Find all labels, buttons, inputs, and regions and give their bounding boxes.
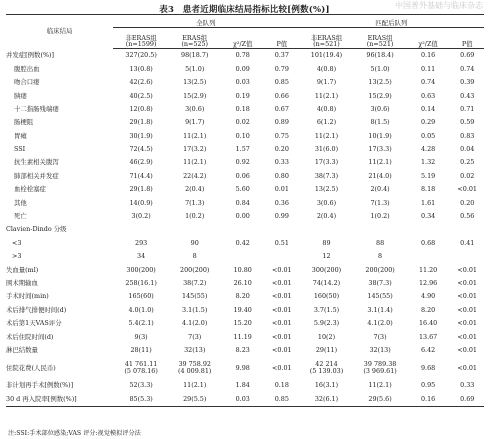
table-cell: 8(1.5) bbox=[370, 118, 390, 127]
table-cell: 46(2.9) bbox=[129, 158, 153, 167]
table-cell bbox=[169, 223, 220, 236]
table-cell bbox=[265, 223, 299, 236]
table-cell: 5(1.0) bbox=[370, 64, 390, 73]
table-cell: <0.01 bbox=[272, 319, 292, 328]
row-label: 抗生素相关腹泻 bbox=[14, 158, 59, 167]
table-cell: 14(0.9) bbox=[129, 198, 153, 207]
cell-line-1: 39 758.92 bbox=[178, 360, 211, 369]
table-cell bbox=[265, 357, 299, 379]
table-cell: 8.23 bbox=[235, 345, 250, 354]
table-cell: 85(5.3) bbox=[113, 392, 169, 406]
table-cell: 12.96 bbox=[418, 278, 438, 287]
table-cell: 21(4.0) bbox=[368, 171, 392, 180]
row-label: 淋巴结数量 bbox=[6, 345, 38, 354]
table-cell: 0.68 bbox=[420, 238, 436, 247]
table-row bbox=[6, 183, 484, 196]
table-cell: 4.90 bbox=[420, 292, 436, 301]
table-cell: 29(5.5) bbox=[169, 392, 220, 406]
table-cell: 0.09 bbox=[235, 64, 250, 73]
table-cell: 0.41 bbox=[460, 238, 475, 247]
table-row bbox=[6, 210, 484, 223]
table-row bbox=[6, 392, 484, 406]
table-row bbox=[6, 62, 484, 75]
table-row bbox=[6, 196, 484, 209]
table-cell: 13(0.8) bbox=[129, 64, 153, 73]
col-eras-matched: ERAS组 (n=521) bbox=[354, 28, 405, 49]
table-cell: 0.74 bbox=[420, 78, 436, 87]
table-row bbox=[6, 379, 484, 392]
table-cell: 15.20 bbox=[233, 319, 252, 328]
table-row bbox=[6, 250, 484, 263]
table-cell bbox=[406, 357, 451, 379]
table-cell: 11(2.1) bbox=[314, 91, 339, 100]
table-cell: 300(200) bbox=[311, 265, 342, 274]
table-cell: <0.01 bbox=[457, 332, 477, 341]
row-label: 手术时间(min) bbox=[6, 292, 49, 301]
table-cell bbox=[113, 357, 169, 379]
table-cell: 98(18.7) bbox=[181, 51, 209, 60]
table-row bbox=[6, 103, 484, 116]
table-cell: 160(50) bbox=[313, 292, 340, 301]
table-cell: 13(2.5) bbox=[314, 185, 339, 194]
table-cell: 0.85 bbox=[265, 392, 299, 406]
table-cell: 2(0.4) bbox=[316, 212, 337, 221]
table-cell: 1(0.2) bbox=[370, 212, 390, 221]
row-label: 胰瘘 bbox=[14, 91, 27, 100]
col-non-eras-full: 非ERAS组 (n=1599) bbox=[113, 28, 169, 49]
table-cell: <0.01 bbox=[457, 265, 477, 274]
table-cell: 200(200) bbox=[180, 265, 210, 274]
table-cell: 0.85 bbox=[274, 78, 289, 87]
table-cell: 0.16 bbox=[406, 392, 451, 406]
table-row bbox=[6, 344, 484, 357]
table-cell: 0.18 bbox=[274, 381, 289, 390]
table-cell: 29(11) bbox=[315, 345, 338, 354]
cell-line-1: 9.68 bbox=[420, 363, 436, 372]
table-cell: 22(4.2) bbox=[183, 171, 207, 180]
table-cell: 4(0.8) bbox=[316, 64, 337, 73]
table-cell: 34 bbox=[137, 252, 146, 261]
table-cell: 0.51 bbox=[274, 238, 289, 247]
table-cell: 1.57 bbox=[235, 145, 250, 154]
table-cell: 96(18.4) bbox=[366, 51, 394, 60]
cell-line-1: <0.01 bbox=[457, 363, 477, 372]
table-cell: 13(2.5) bbox=[183, 78, 207, 87]
cell-line-1: 41 761.11 bbox=[124, 360, 158, 369]
table-cell: 8.20 bbox=[235, 292, 250, 301]
table-cell: 74(14.2) bbox=[312, 278, 341, 287]
cell-line-2: (5 078.16) bbox=[124, 366, 158, 375]
row-label: 肺部相关并发症 bbox=[14, 171, 59, 180]
table-row bbox=[6, 317, 484, 330]
table-cell: 3(0.2) bbox=[131, 212, 151, 221]
table-cell: 38(7.3) bbox=[314, 171, 339, 180]
table-cell: 0.10 bbox=[235, 131, 250, 140]
table-cell: 0.02 bbox=[460, 171, 475, 180]
table-cell: 11(2.1) bbox=[368, 381, 392, 390]
table-cell: 5.19 bbox=[420, 171, 436, 180]
table-cell: 15(2.9) bbox=[183, 91, 207, 100]
table-cell: 17(3.2) bbox=[183, 145, 207, 154]
table-cell bbox=[406, 250, 451, 263]
table-cell: 8.18 bbox=[420, 185, 436, 194]
cell-line-2: (3 969.61) bbox=[363, 366, 397, 375]
table-cell: 0.20 bbox=[274, 145, 289, 154]
table-cell bbox=[113, 223, 169, 236]
table-cell: 0.84 bbox=[235, 198, 250, 207]
row-label: 围术期输血 bbox=[6, 278, 38, 287]
table-cell: <0.01 bbox=[457, 345, 477, 354]
row-label: 十二指肠残端瘘 bbox=[14, 104, 59, 113]
table-row bbox=[6, 303, 484, 316]
table-cell: 12(0.8) bbox=[129, 104, 153, 113]
table-cell: 52(3.3) bbox=[129, 381, 153, 390]
table-cell: 11.19 bbox=[233, 332, 252, 341]
table-cell: 0.02 bbox=[235, 118, 250, 127]
table-cell: 0.79 bbox=[274, 64, 289, 73]
row-label: 吻合口瘘 bbox=[14, 78, 40, 87]
table-cell: 4.0(1.0) bbox=[128, 305, 154, 314]
table-cell: 1.32 bbox=[420, 158, 436, 167]
table-cell: <0.01 bbox=[457, 185, 477, 194]
table-row bbox=[6, 170, 484, 183]
table-cell: 101(19.4) bbox=[310, 51, 343, 60]
table-cell: 0.71 bbox=[460, 104, 475, 113]
table-cell: 11(2.1) bbox=[314, 131, 339, 140]
row-label: 腹腔出血 bbox=[14, 64, 40, 73]
table-cell: 1.84 bbox=[235, 381, 250, 390]
table-row bbox=[6, 290, 484, 303]
table-cell: 3.1(1.5) bbox=[182, 305, 208, 314]
table-cell: 16.40 bbox=[418, 319, 438, 328]
table-cell bbox=[220, 223, 265, 236]
table-footnote: 注:SSI:手术部位感染;VAS 评分:视觉模拟评分法 bbox=[8, 430, 141, 437]
table-cell: 0.01 bbox=[274, 185, 289, 194]
table-cell: 10(2) bbox=[317, 332, 336, 341]
table-cell: 9(1.7) bbox=[185, 118, 205, 127]
table-cell bbox=[406, 223, 451, 236]
table-cell: 3(0.6) bbox=[370, 104, 390, 113]
table-row bbox=[6, 116, 484, 129]
table-cell: 0.25 bbox=[460, 158, 475, 167]
row-label: SSI bbox=[14, 145, 26, 154]
table-cell: 4(0.8) bbox=[316, 104, 337, 113]
table-cell: 293 bbox=[135, 238, 148, 247]
table-cell bbox=[299, 357, 355, 379]
table-cell: 0.39 bbox=[460, 78, 475, 87]
col-p-full: P值 bbox=[265, 28, 299, 49]
row-label: 胃瘫 bbox=[14, 131, 27, 140]
cell-line-1: <0.01 bbox=[272, 363, 292, 372]
row-label: >3 bbox=[12, 252, 22, 261]
table-cell: 11.20 bbox=[418, 265, 438, 274]
table-cell: 4.28 bbox=[420, 145, 436, 154]
table-cell: 3(0.6) bbox=[185, 104, 205, 113]
table-cell: <0.01 bbox=[272, 265, 292, 274]
table-cell: 7(3) bbox=[188, 332, 202, 341]
table-cell: <0.01 bbox=[272, 292, 292, 301]
table-row bbox=[6, 76, 484, 89]
table-cell: 0.37 bbox=[274, 51, 289, 60]
row-label: 30 d 再入院率[例数(%)] bbox=[6, 392, 113, 406]
table-cell: 0.33 bbox=[274, 158, 289, 167]
table-cell: 3.1(1.4) bbox=[367, 305, 393, 314]
table-cell: 0.20 bbox=[460, 198, 475, 207]
table-cell: 16(3.1) bbox=[314, 381, 339, 390]
table-cell: 165(60) bbox=[128, 292, 154, 301]
table-cell: 327(20.5) bbox=[125, 51, 157, 60]
table-cell: 0.14 bbox=[420, 104, 436, 113]
table-cell: 300(200) bbox=[126, 265, 156, 274]
row-label: <3 bbox=[12, 238, 22, 247]
table-cell: 6.42 bbox=[420, 345, 436, 354]
table-cell: 89 bbox=[322, 238, 331, 247]
table-cell: 5.4(2.1) bbox=[128, 319, 154, 328]
table-cell: 0.78 bbox=[235, 51, 250, 60]
table-cell: 17(3.3) bbox=[314, 158, 339, 167]
table-cell: 40(2.5) bbox=[129, 91, 153, 100]
table-cell: 0.18 bbox=[235, 104, 250, 113]
table-cell: 2(0.4) bbox=[370, 185, 390, 194]
table-cell: 71(4.4) bbox=[129, 171, 153, 180]
table-cell: 12 bbox=[322, 252, 331, 261]
table-cell: 11(2.1) bbox=[183, 131, 207, 140]
table-cell: 0.67 bbox=[274, 104, 289, 113]
table-cell bbox=[450, 250, 484, 263]
row-label: 术后住院时间(d) bbox=[6, 332, 54, 341]
table-cell: 5.60 bbox=[235, 185, 250, 194]
table-cell: 0.80 bbox=[274, 171, 289, 180]
table-cell: 5.9(2.3) bbox=[313, 319, 340, 328]
table-cell bbox=[299, 223, 355, 236]
table-row bbox=[6, 89, 484, 102]
table-cell: 1.61 bbox=[420, 198, 436, 207]
table-cell: 72(4.5) bbox=[129, 145, 153, 154]
table-cell: 0.59 bbox=[460, 118, 475, 127]
row-label: 血栓栓塞症 bbox=[14, 185, 46, 194]
row-label: 其他 bbox=[14, 198, 27, 207]
table-cell: 0.69 bbox=[460, 51, 475, 60]
table-cell: 7(1.3) bbox=[370, 198, 390, 207]
table-cell: <0.01 bbox=[272, 345, 292, 354]
col-non-eras-matched: 非ERAS组 (n=521) bbox=[299, 28, 355, 49]
table-cell: 7(1.3) bbox=[185, 198, 205, 207]
table-cell: 0.34 bbox=[420, 212, 436, 221]
table-cell bbox=[220, 250, 265, 263]
table-cell: 4.1(2.0) bbox=[182, 319, 208, 328]
table-cell bbox=[450, 223, 484, 236]
table-cell: 38(7.2) bbox=[183, 278, 207, 287]
table-cell bbox=[169, 357, 220, 379]
table-cell: 145(55) bbox=[367, 292, 393, 301]
table-cell: <0.01 bbox=[457, 305, 477, 314]
cell-line-2: (5 139.03) bbox=[309, 366, 344, 375]
cell-line-1: 42 214 bbox=[315, 360, 338, 369]
table-cell: 0.03 bbox=[220, 392, 265, 406]
table-cell: 10.80 bbox=[233, 265, 252, 274]
table-cell: 0.75 bbox=[274, 131, 289, 140]
table-row bbox=[6, 277, 484, 290]
table-cell bbox=[450, 357, 484, 379]
table-cell: 0.00 bbox=[235, 212, 250, 221]
table-cell: 30(1.9) bbox=[129, 131, 153, 140]
table-cell: 0.36 bbox=[274, 198, 289, 207]
table-cell: 6(1.2) bbox=[316, 118, 337, 127]
table-cell: 13(2.5) bbox=[368, 78, 392, 87]
cell-line-1: 39 789.38 bbox=[363, 360, 397, 369]
cell-line-2: (4 009.81) bbox=[177, 366, 212, 375]
table-cell: 32(13) bbox=[184, 345, 206, 354]
table-cell: 17(3.3) bbox=[368, 145, 392, 154]
table-cell bbox=[220, 357, 265, 379]
table-cell: 29(5.6) bbox=[354, 392, 405, 406]
table-cell: 200(200) bbox=[365, 265, 395, 274]
table-row bbox=[6, 263, 484, 276]
table-cell: 2(0.4) bbox=[185, 185, 205, 194]
table-cell: 3(0.6) bbox=[316, 198, 337, 207]
row-label: 死亡 bbox=[14, 212, 27, 221]
table-cell: 0.16 bbox=[420, 51, 436, 60]
table-cell bbox=[265, 250, 299, 263]
table-cell: 29(1.8) bbox=[129, 118, 153, 127]
table-cell: 9(3) bbox=[134, 332, 148, 341]
table-cell: 0.04 bbox=[460, 145, 475, 154]
table-cell: 145(55) bbox=[182, 292, 208, 301]
table-cell: 90 bbox=[190, 238, 199, 247]
table-cell: <0.01 bbox=[457, 319, 477, 328]
table-cell: 0.43 bbox=[460, 91, 475, 100]
table-cell: 38(7.3) bbox=[368, 278, 392, 287]
col-eras-full: ERAS组 (n=525) bbox=[169, 28, 220, 49]
journal-watermark: 中国普外基础与临床杂志 bbox=[395, 1, 483, 10]
table-cell: <0.01 bbox=[457, 278, 477, 287]
table-cell: 0.19 bbox=[235, 91, 250, 100]
row-label: 术后第1天VAS评分 bbox=[6, 319, 62, 328]
row-label: 肠梗阻 bbox=[14, 118, 34, 127]
table-cell: 32(6.1) bbox=[299, 392, 355, 406]
table-cell: 32(13) bbox=[369, 345, 391, 354]
table-row bbox=[6, 49, 484, 63]
table-cell: 0.74 bbox=[460, 64, 475, 73]
col-stat-matched: χ²/Z值 bbox=[406, 28, 451, 49]
table-cell: 3.7(1.5) bbox=[313, 305, 340, 314]
table-cell: 28(11) bbox=[130, 345, 152, 354]
table-cell: 0.11 bbox=[420, 64, 436, 73]
table-cell: 31(6.0) bbox=[314, 145, 339, 154]
table-cell: 29(1.8) bbox=[129, 185, 153, 194]
row-label: 住院花费(人民币) bbox=[6, 363, 56, 372]
table-cell: 7(3) bbox=[373, 332, 387, 341]
table-cell: 26.10 bbox=[233, 278, 252, 287]
table-cell: 19.40 bbox=[233, 305, 252, 314]
table-cell: 0.56 bbox=[460, 212, 475, 221]
table-row bbox=[6, 129, 484, 142]
table-cell: 0.29 bbox=[420, 118, 436, 127]
outcome-table bbox=[6, 14, 484, 407]
cell-line-1: 9.98 bbox=[235, 363, 250, 372]
table-cell: 0.06 bbox=[235, 171, 250, 180]
table-cell: 4.1(2.0) bbox=[367, 319, 393, 328]
table-cell: <0.01 bbox=[272, 305, 292, 314]
table-cell: 0.95 bbox=[420, 381, 436, 390]
col-stat-full: χ²/Z值 bbox=[220, 28, 265, 49]
table-cell: 11(2.1) bbox=[183, 381, 207, 390]
row-label: 非计划再手术[例数(%)] bbox=[6, 381, 74, 390]
group-matched-header: 匹配后队列 bbox=[299, 15, 484, 28]
table-cell: 0.05 bbox=[420, 131, 436, 140]
table-row bbox=[6, 357, 484, 379]
table-cell: 0.69 bbox=[450, 392, 484, 406]
table-cell: 9(1.7) bbox=[316, 78, 337, 87]
table-cell: 1(0.2) bbox=[185, 212, 205, 221]
table-cell bbox=[354, 223, 405, 236]
table-cell: <0.01 bbox=[457, 292, 477, 301]
row-label: Clavien-Dindo 分级 bbox=[6, 225, 67, 234]
row-label: 并发症[例数(%)] bbox=[6, 51, 54, 60]
table-cell: 0.66 bbox=[274, 91, 289, 100]
table-cell: 0.99 bbox=[274, 212, 289, 221]
table-cell: 15(2.9) bbox=[368, 91, 392, 100]
col-p-matched: P值 bbox=[450, 28, 484, 49]
table-cell: <0.01 bbox=[272, 278, 292, 287]
table-cell: 258(16.1) bbox=[125, 278, 157, 287]
table-cell: 0.33 bbox=[460, 381, 475, 390]
row-label-header: 临床结局 bbox=[6, 15, 113, 49]
table-row bbox=[6, 236, 484, 249]
table-row bbox=[6, 223, 484, 236]
table-row bbox=[6, 156, 484, 169]
group-full-header: 全队列 bbox=[113, 15, 298, 28]
table-cell: 42(2.6) bbox=[129, 78, 153, 87]
table-title: 表3 患者近期临床结局指标比较[例数(%)] bbox=[159, 5, 330, 15]
table-cell: 0.63 bbox=[420, 91, 436, 100]
table-row bbox=[6, 330, 484, 343]
row-label: 失血量(ml) bbox=[6, 265, 39, 274]
table-cell: 8 bbox=[378, 252, 383, 261]
table-cell: 0.92 bbox=[235, 158, 250, 167]
table-cell: 11(2.1) bbox=[183, 158, 207, 167]
table-row bbox=[6, 143, 484, 156]
table-cell: 0.42 bbox=[235, 238, 250, 247]
table-cell: 0.89 bbox=[274, 118, 289, 127]
table-cell: <0.01 bbox=[272, 332, 292, 341]
table-cell: 88 bbox=[376, 238, 385, 247]
table-cell: 13.67 bbox=[418, 332, 438, 341]
table-cell: 8.20 bbox=[420, 305, 436, 314]
table-cell: 11(2.1) bbox=[368, 158, 392, 167]
table-cell: 5(1.0) bbox=[185, 64, 205, 73]
row-label: 术后排气排便时间(d) bbox=[6, 305, 67, 314]
table-cell: 10(1.9) bbox=[368, 131, 392, 140]
table-cell: 0.83 bbox=[460, 131, 475, 140]
table-cell: 8 bbox=[192, 252, 197, 261]
table-cell bbox=[354, 357, 405, 379]
table-cell: 0.03 bbox=[235, 78, 250, 87]
